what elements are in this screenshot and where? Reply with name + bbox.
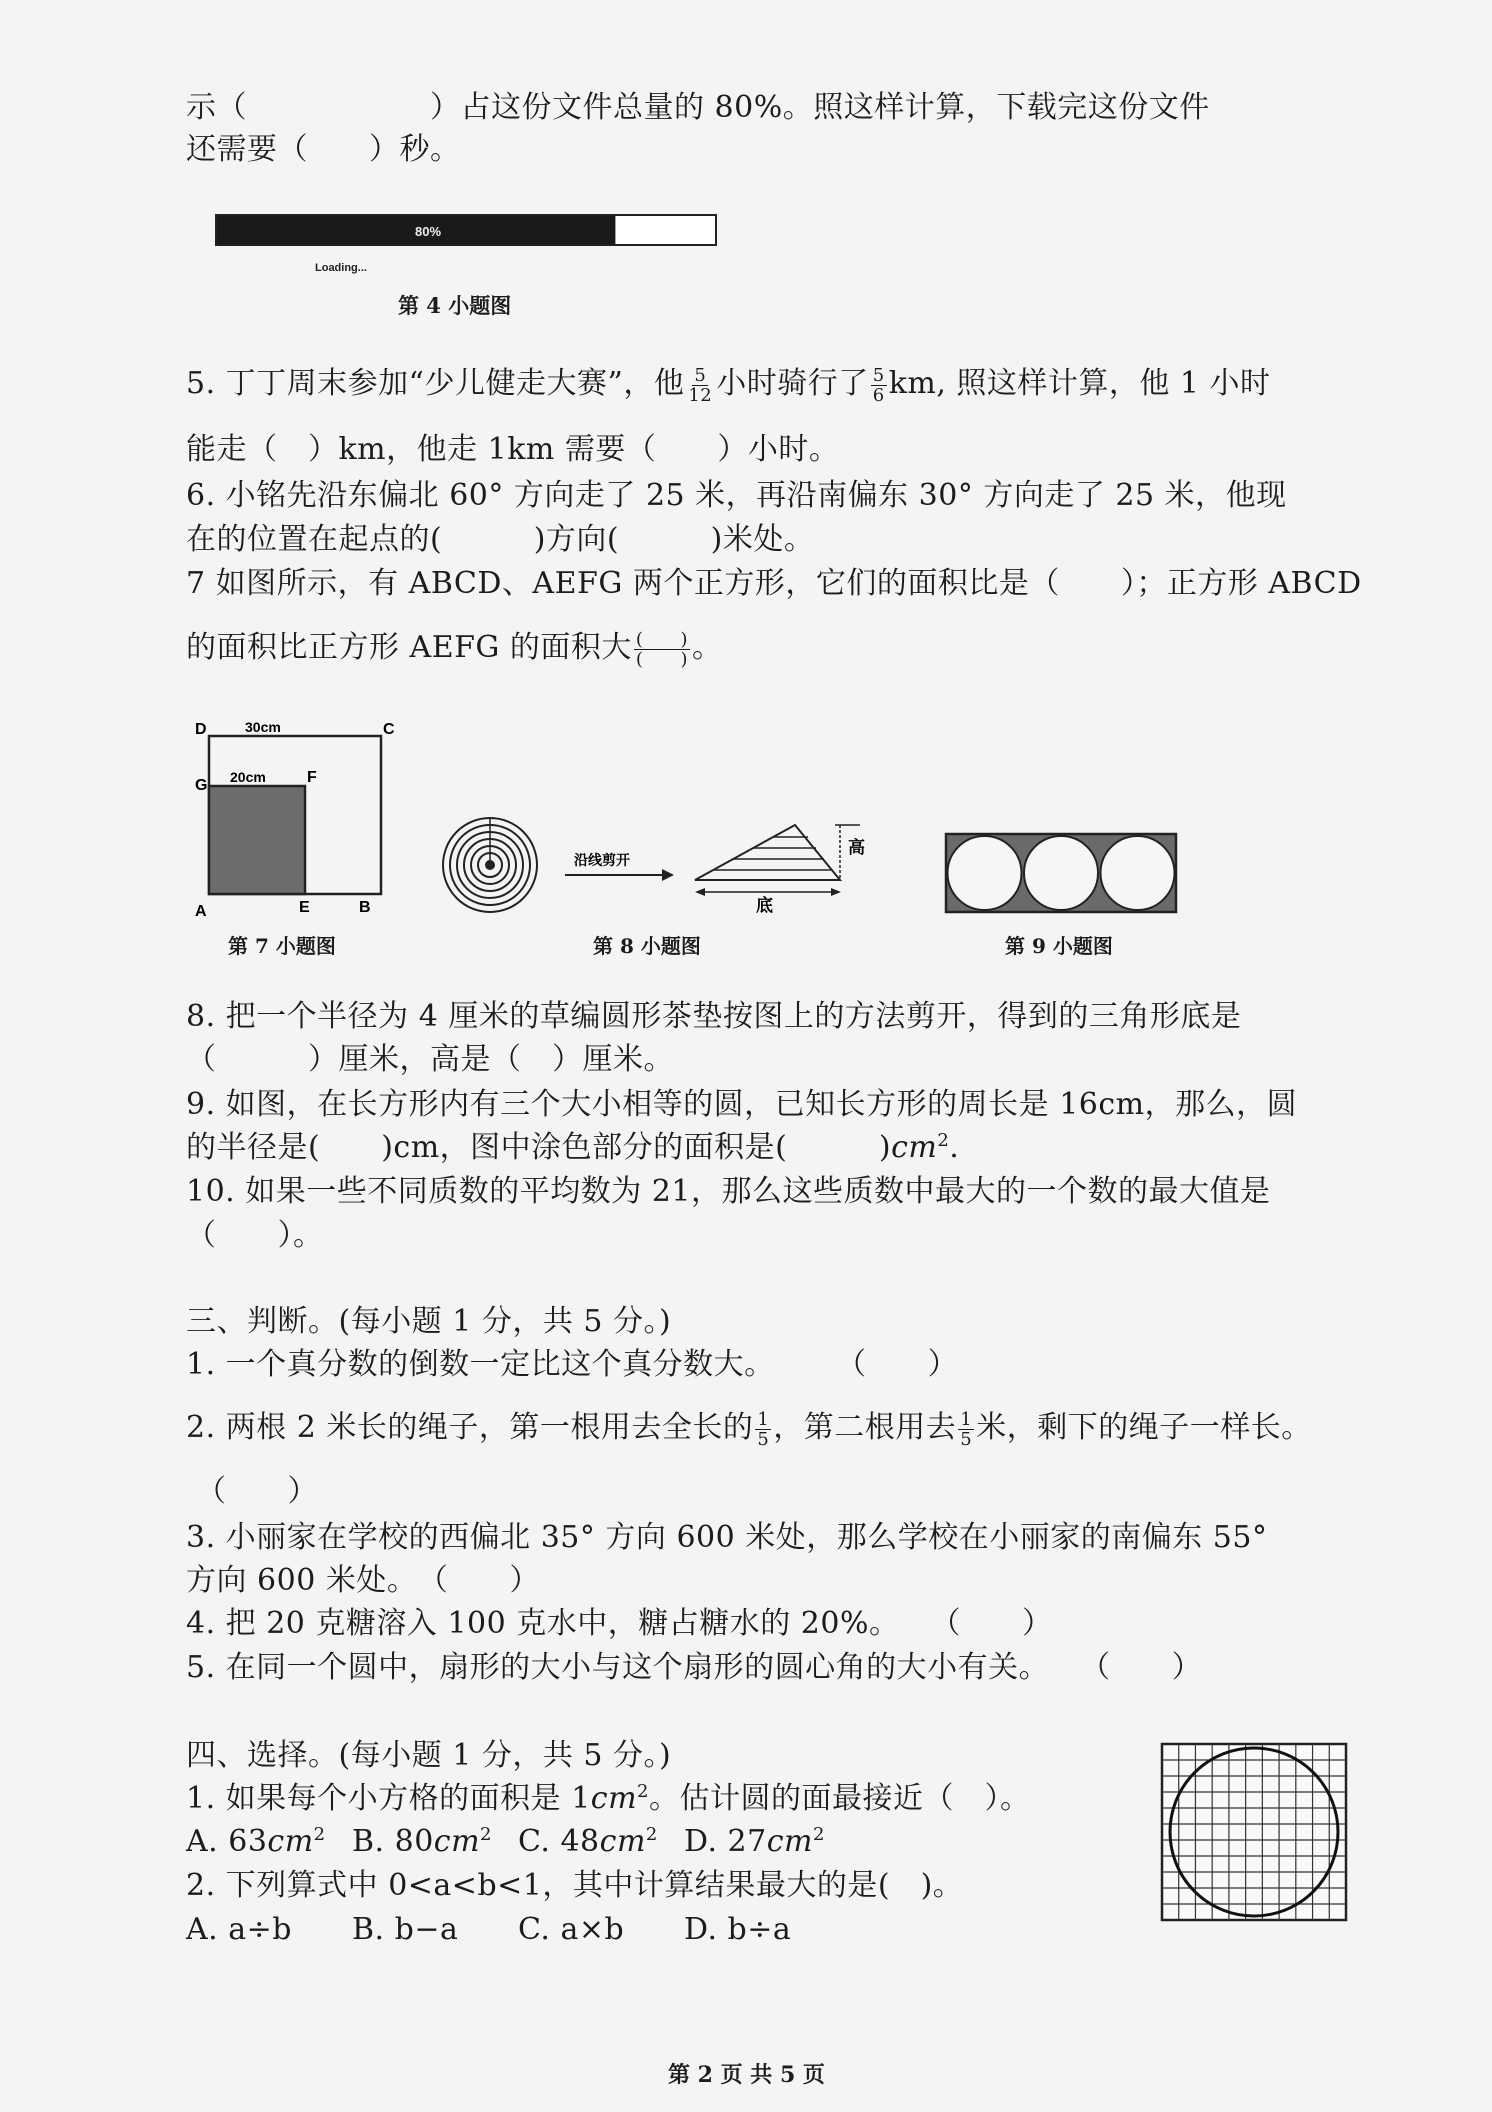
q6-line-2: 在的位置在起点的( )方向( )米处。 [186, 522, 815, 557]
fig7-label-g: G [195, 777, 208, 794]
q8-line-1: 8. 把一个半径为 4 厘米的草编圆形茶垫按图上的方法剪开，得到的三角形底是 [186, 999, 1242, 1034]
choice-q1-unit: cm [590, 1781, 638, 1816]
q8-line-2: （ ）厘米，高是（ ）厘米。 [186, 1042, 674, 1077]
judge-item-3-line-2: 方向 600 米处。 （ ） [186, 1563, 540, 1598]
q7-text-b: 。 [691, 630, 723, 665]
q6-line-1: 6. 小铭先沿东偏北 60° 方向走了 25 米，再沿南偏东 30° 方向走了 25 米，他现 [186, 478, 1287, 513]
choice-q1-text-a: 1. 如果每个小方格的面积是 1 [186, 1781, 591, 1816]
fig7-label-b: B [359, 899, 371, 916]
choice-q1 [186, 1779, 1031, 1819]
q10-line-1: 10. 如果一些不同质数的平均数为 21，那么这些质数中最大的一个数的最大值是 [186, 1174, 1271, 1209]
fig8-mat-diagram [430, 815, 910, 915]
square-aefg [209, 786, 305, 894]
fig9-circle-3 [1101, 836, 1175, 910]
fig9-circle-2 [1024, 836, 1098, 910]
q5-text-c: km, 照这样计算，他 1 小时 [888, 366, 1271, 401]
section3-title: 三、判断。(每小题 1 分，共 5 分。) [186, 1304, 672, 1339]
q9-text-b: . [949, 1130, 960, 1165]
choice-q1-options [186, 1822, 825, 1862]
judge-2-text-b: ，第二根用去 [773, 1410, 957, 1445]
fig9-caption: 第 9 小题图 [1005, 934, 1113, 958]
section4-title: 四、选择。(每小题 1 分，共 5 分。) [186, 1738, 672, 1773]
q7-line-1: 7 如图所示，有 ABCD、AEFG 两个正方形，它们的面积比是（ ）；正方形 ABCD [186, 566, 1362, 601]
q5-text-b: 小时骑行了 [716, 366, 869, 401]
fig8-base-label: 底 [756, 896, 773, 915]
judge-2-text-a: 2. 两根 2 米长的绳子，第一根用去全长的 [186, 1410, 754, 1445]
fig7-label-f: F [307, 769, 317, 786]
q4-figure-caption: 第 4 小题图 [398, 293, 512, 318]
q5-text-a: 5. 丁丁周末参加“少儿健走大赛”，他 [186, 366, 685, 401]
q4-line-2: 还需要（ ）秒。 [186, 132, 461, 167]
choice-q1-option-b: B. $80cm^2$ [352, 1824, 492, 1859]
choice-q2-option-d: D. b÷a [684, 1912, 792, 1947]
q5-fraction-2: $\frac{5}{6}$ [872, 364, 885, 406]
judge-item-4: 4. 把 20 克糖溶入 100 克水中，糖占糖水的 20%。 （ ） [186, 1606, 1053, 1641]
q7-fraction: $\frac{( )}{( )}$ [635, 628, 688, 670]
choice-q2: 2. 下列算式中 0<a<b<1，其中计算结果最大的是( )。 [186, 1868, 964, 1903]
judge-item-2-paren: （ ） [196, 1474, 318, 1509]
fig7-side-30: 30cm [245, 719, 281, 735]
q4-progress-figure [215, 212, 720, 282]
cut-triangle [695, 825, 840, 880]
choice-q1-text-b: 。估计圆的面最接近（ ）。 [649, 1781, 1031, 1816]
judge-item-2 [186, 1408, 1312, 1449]
judge-item-1: 1. 一个真分数的倒数一定比这个真分数大。 （ ） [186, 1347, 959, 1382]
q10-line-2: （ ）。 [186, 1218, 324, 1253]
fig8-caption: 第 8 小题图 [593, 934, 701, 958]
choice-q1-option-d: D. $27cm^2$ [684, 1824, 825, 1859]
q9-text-a: 的半径是( )cm，图中涂色部分的面积是( ) [186, 1130, 892, 1165]
fig7-label-a: A [195, 903, 207, 920]
judge-item-5: 5. 在同一个圆中，扇形的大小与这个扇形的圆心角的大小有关。 （ ） [186, 1650, 1203, 1685]
progress-label: 80% [415, 224, 442, 239]
choice-q2-option-a: A. a÷b [186, 1912, 292, 1947]
fig7-side-20: 20cm [230, 769, 266, 785]
fig9-circle-1 [948, 836, 1022, 910]
concentric-mat [443, 818, 537, 912]
q5-fraction-1: $\frac{5}{12}$ [688, 364, 713, 406]
fig7-label-c: C [383, 721, 395, 738]
fig8-arrow-text: 沿线剪开 [574, 852, 630, 868]
choice-q2-option-c: C. a×b [518, 1912, 625, 1947]
q9-unit-sup: 2 [937, 1130, 950, 1151]
fig9-circles-diagram [944, 832, 1184, 918]
fig7-label-e: E [299, 899, 310, 916]
arrow-icon [662, 869, 674, 881]
q7-text-a: 的面积比正方形 AEFG 的面积大 [186, 630, 632, 665]
choice-q1-option-c: C. $48cm^2$ [518, 1824, 658, 1859]
choice-q2-option-b: B. b−a [352, 1912, 459, 1947]
q9-unit: cm [891, 1130, 938, 1165]
grid-circle-figure [1160, 1742, 1350, 1924]
q5-line-1 [186, 364, 1271, 405]
fig8-height-label: 高 [848, 838, 865, 857]
fig7-caption: 第 7 小题图 [228, 934, 336, 958]
choice-q1-option-a: A. $63cm^2$ [186, 1824, 326, 1859]
judge-2-fraction-1: $\frac{1}{5}$ [757, 1408, 770, 1450]
q5-line-2: 能走（ ）km，他走 1km 需要（ ）小时。 [186, 432, 840, 467]
judge-item-3-line-1: 3. 小丽家在学校的西偏北 35° 方向 600 米处，那么学校在小丽家的南偏东 55° [186, 1520, 1268, 1555]
choice-q2-options [186, 1910, 791, 1950]
choice-q1-unit-sup: 2 [637, 1781, 649, 1802]
loading-text: Loading... [315, 262, 367, 274]
judge-2-fraction-2: $\frac{1}{5}$ [960, 1408, 973, 1450]
q9-line-2 [186, 1128, 959, 1168]
page-footer: 第 2 页 共 5 页 [668, 2062, 825, 2088]
q7-line-2 [186, 628, 722, 669]
q4-line-1: 示（ ）占这份文件总量的 80%。照这样计算，下载完这份文件 [186, 90, 1210, 125]
judge-2-text-c: 米，剩下的绳子一样长。 [976, 1410, 1312, 1445]
fig7-label-d: D [195, 721, 207, 738]
fig7-squares-diagram [195, 720, 395, 920]
q9-line-1: 9. 如图，在长方形内有三个大小相等的圆，已知长方形的周长是 16cm，那么，圆 [186, 1087, 1298, 1122]
